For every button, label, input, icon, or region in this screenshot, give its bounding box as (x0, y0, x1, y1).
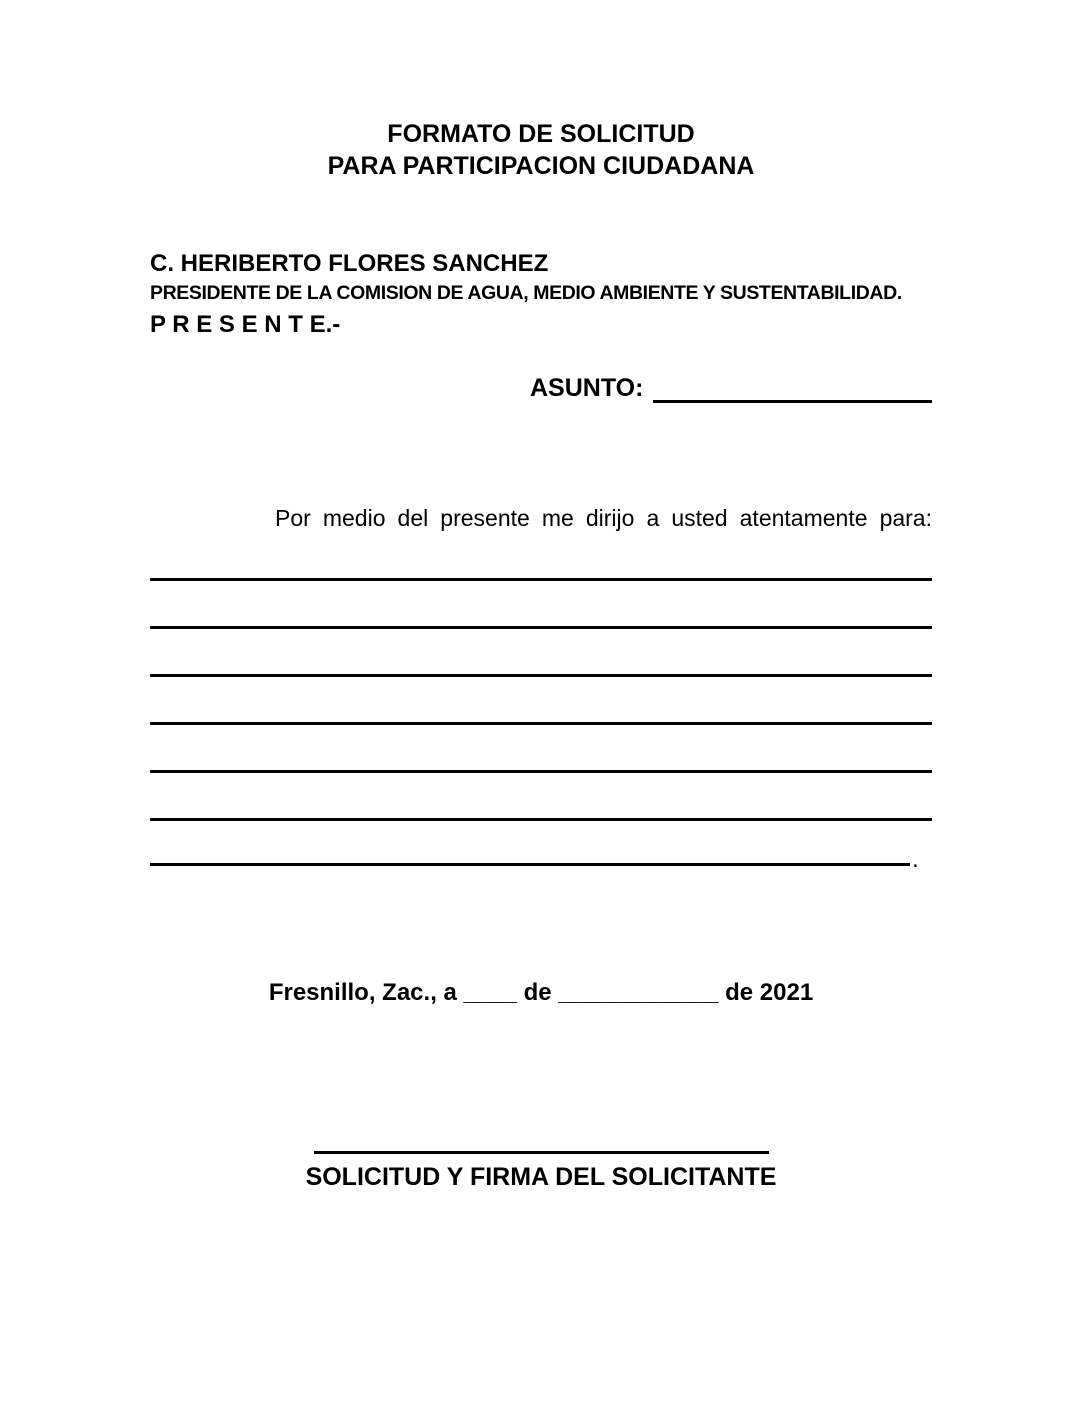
document-title (150, 118, 932, 182)
blank-line (150, 533, 932, 581)
subject-label: ASUNTO: (530, 374, 644, 402)
blank-line (150, 725, 932, 773)
title-line-1: FORMATO DE SOLICITUD (387, 120, 695, 148)
signature-block (150, 1151, 932, 1192)
subject-blank-line (653, 370, 932, 403)
title-line-2: PARA PARTICIPACION CIUDADANA (327, 152, 755, 180)
blank-line (150, 773, 932, 821)
blank-line (150, 629, 932, 677)
addressee-salutation: P R E S E N T E.- (150, 311, 341, 338)
date-line: Fresnillo, Zac., a ____ de ____________ de 2021 (268, 979, 814, 1006)
addressee-position: PRESIDENTE DE LA COMISION DE AGUA, MEDIO AMBIENTE Y SUSTENTABILIDAD. (150, 282, 902, 304)
blank-line (150, 819, 910, 866)
addressee-block (150, 248, 932, 341)
blank-line-last-row (150, 821, 932, 873)
blank-line (150, 677, 932, 725)
signature-caption: SOLICITUD Y FIRMA DEL SOLICITANTE (305, 1163, 777, 1191)
fill-in-lines (150, 533, 932, 873)
addressee-name: C. HERIBERTO FLORES SANCHEZ (150, 250, 549, 277)
signature-line (314, 1151, 769, 1154)
body-intro-text: Por medio del presente me dirijo a usted atentamente para: (275, 505, 932, 531)
final-period: . (912, 846, 919, 873)
subject-row (150, 369, 932, 403)
blank-line (150, 581, 932, 629)
